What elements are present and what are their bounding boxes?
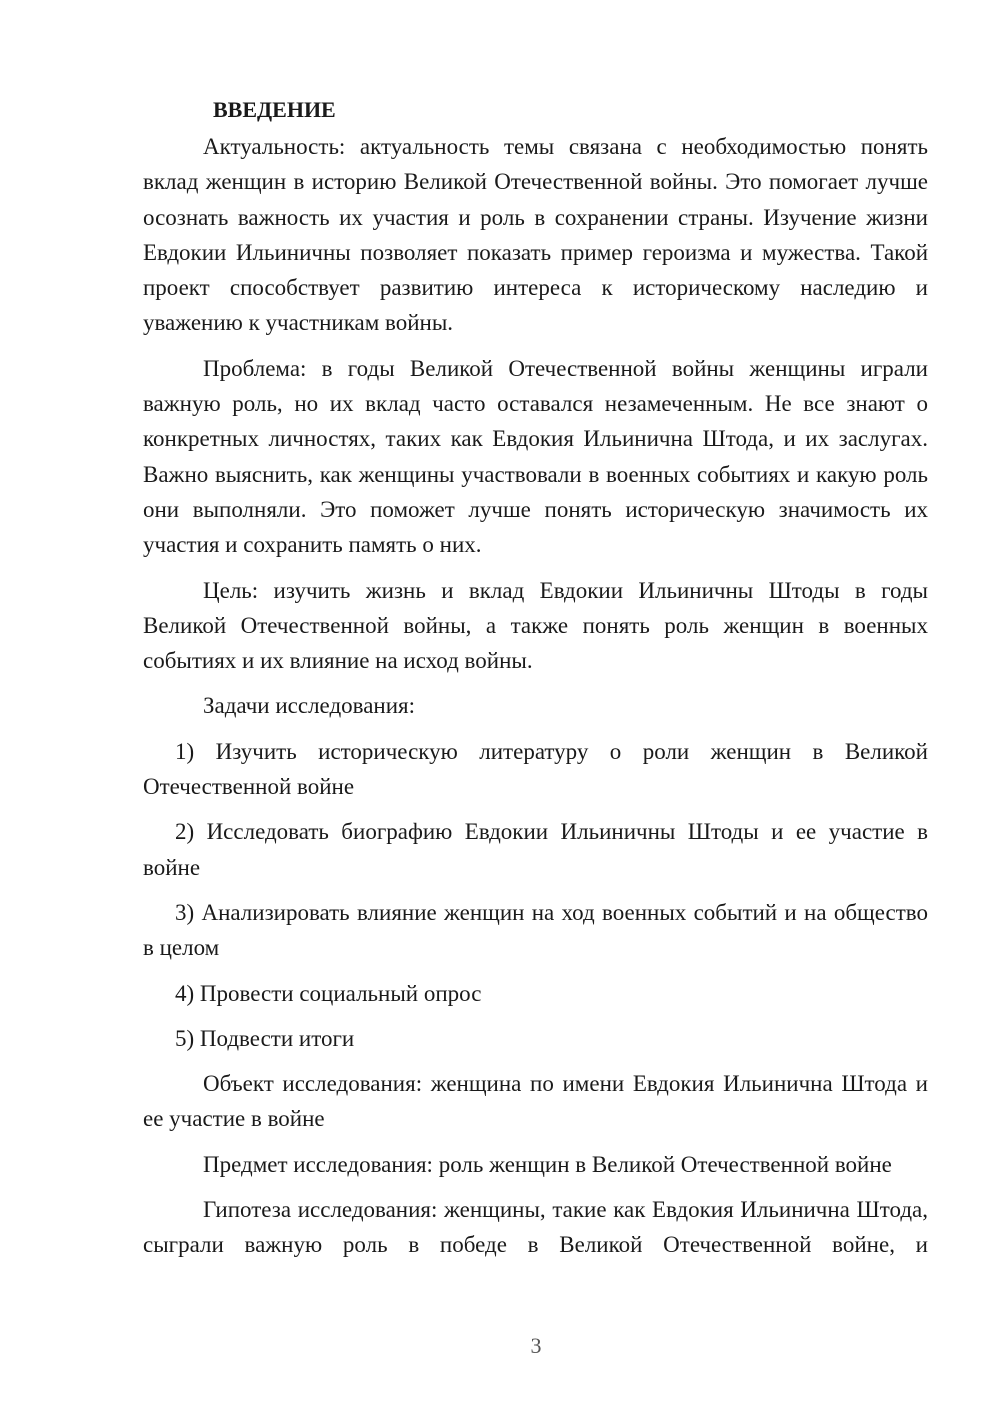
section-heading: ВВЕДЕНИЕ [213, 97, 336, 122]
page-number: 3 [530, 1333, 542, 1358]
page-content [143, 92, 928, 1273]
task-item-1: 1) Изучить историческую литературу о роли женщин в Великой Отечественной войне [143, 738, 928, 800]
task-item-5: 5) Подвести итоги [175, 1025, 355, 1051]
task-item-4: 4) Провести социальный опрос [175, 980, 482, 1006]
goal-paragraph: Цель: изучить жизнь и вклад Евдокии Ильиничны Штоды в годы Великой Отечественной войны, а также понять роль женщин в военных событиях и их влияние на исход войны. [143, 577, 928, 674]
relevance-paragraph: Актуальность: актуальность темы связана с необходимостью понять вклад женщин в историю Великой Отечественной войны. Это помогает лучше осознать важность их участия и роль в сохранении страны. Изучение жизни Евдокии Ильиничны позволяет показать пример героизма и мужества. Такой проект способствует развитию интереса к историческому наследию и уважению к участникам войны. [143, 134, 928, 336]
tasks-title: Задачи исследования: [203, 693, 416, 719]
task-item-3: 3) Анализировать влияние женщин на ход военных событий и на общество в целом [143, 899, 928, 961]
problem-paragraph: Проблема: в годы Великой Отечественной войны женщины играли важную роль, но их вклад часто оставался незамеченным. Не все знают о конкретных личностях, таких как Евдокия Ильинична Штода, и их заслугах. Важно выяснить, как женщины участвовали в военных событиях и какую роль они выполняли. Это поможет лучше понять историческую значимость их участия и сохранить память о них. [143, 355, 928, 558]
subject-paragraph: Предмет исследования: роль женщин в Великой Отечественной войне [203, 1151, 892, 1177]
task-item-2: 2) Исследовать биографию Евдокии Ильиничны Штоды и ее участие в войне [143, 819, 928, 880]
object-paragraph: Объект исследования: женщина по имени Евдокия Ильинична Штода и ее участие в войне [143, 1071, 928, 1132]
hypothesis-paragraph: Гипотеза исследования: женщины, такие как Евдокия Ильинична Штода, сыграли важную роль в победе в Великой Отечественной войне, и [143, 1197, 928, 1258]
